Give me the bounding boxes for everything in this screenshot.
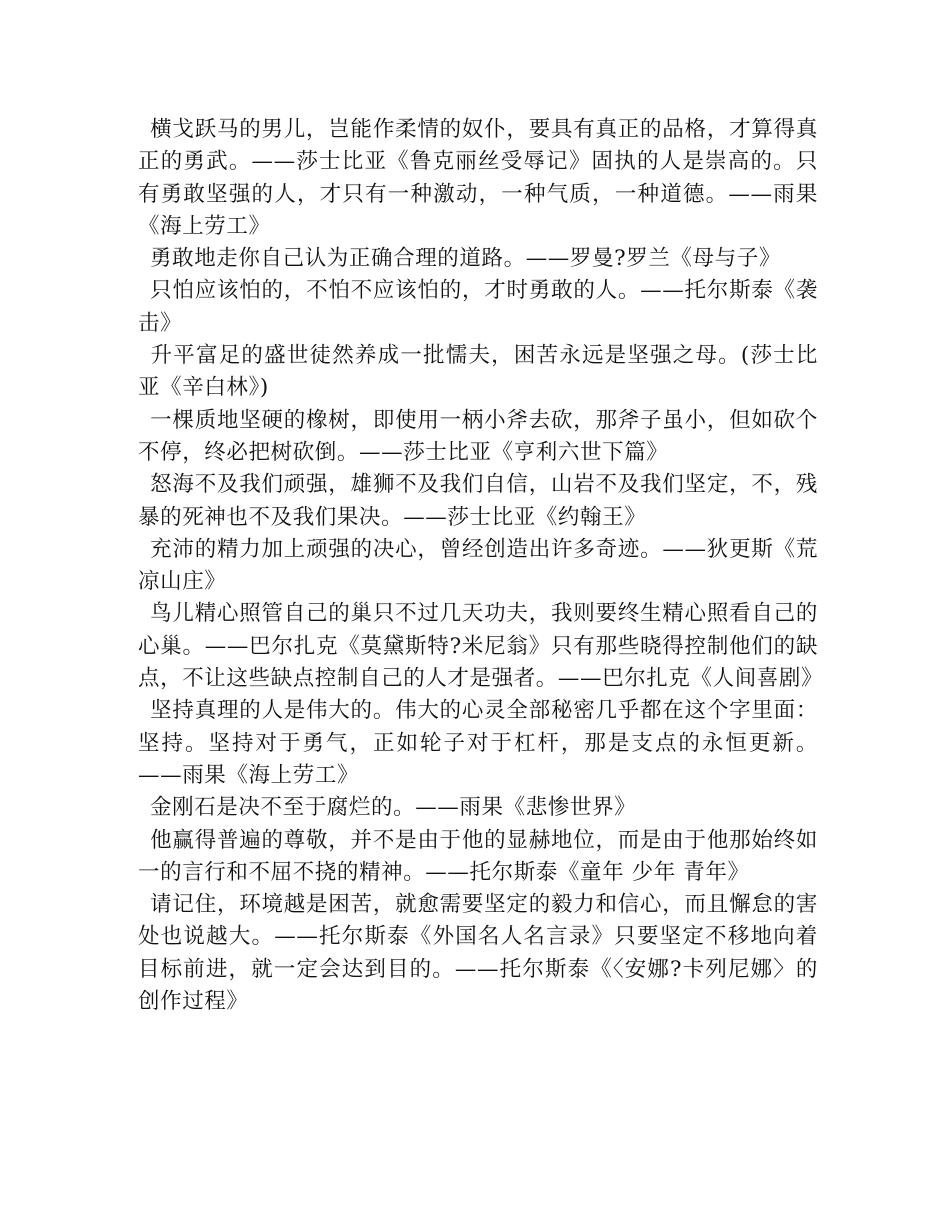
paragraph-5 xyxy=(138,405,818,470)
paragraph-text: 充沛的精力加上顽强的决心，曾经创造出许多奇迹。——狄更斯《荒凉山庄》 xyxy=(138,536,818,595)
paragraph-2 xyxy=(138,243,818,275)
paragraph-12 xyxy=(138,889,818,1018)
paragraph-text: 怒海不及我们顽强，雄狮不及我们自信，山岩不及我们坚定，不，残暴的死神也不及我们果决。——莎士比亚《约翰王》 xyxy=(138,472,818,530)
paragraph-text: 横戈跃马的男儿，岂能作柔情的奴仆，要具有真正的品格，才算得真正的勇武。——莎士比亚《鲁克丽丝受辱记》固执的人是崇高的。只有勇敢坚强的人，才只有一种激动，一种气质，一种道德。——雨果《海上劳工》 xyxy=(138,117,818,239)
paragraph-text: 坚持真理的人是伟大的。伟大的心灵全部秘密几乎都在这个字里面：坚持。坚持对于勇气，正如轮子对于杠杆，那是支点的永恒更新。——雨果《海上劳工》 xyxy=(138,698,818,788)
paragraph-8 xyxy=(138,598,824,695)
paragraph-11 xyxy=(138,825,818,890)
paragraph-10 xyxy=(138,792,818,824)
paragraph-text: 勇敢地走你自己认为正确合理的道路。——罗曼?罗兰《母与子》 xyxy=(150,246,781,272)
paragraph-7 xyxy=(138,534,818,599)
paragraph-text: 请记住，环境越是困苦，就愈需要坚定的毅力和信心，而且懈怠的害处也说越大。——托尔斯泰《外国名人名言录》只要坚定不移地向着目标前进，就一定会达到目的。——托尔斯泰《〈安娜?卡列尼娜〉的创作过程》 xyxy=(138,892,818,1015)
paragraph-text: 鸟儿精心照管自己的巢只不过几天功夫，我则要终生精心照看自己的心巢。——巴尔扎克《莫黛斯特?米尼翁》只有那些晓得控制他们的缺点，不让这些缺点控制自己的人才是强者。——巴尔扎克《人间喜剧》 xyxy=(138,601,824,692)
paragraph-6 xyxy=(138,469,818,534)
document-body xyxy=(138,114,824,1018)
paragraph-text: 只怕应该怕的，不怕不应该怕的，才时勇敢的人。——托尔斯泰《袭击》 xyxy=(138,278,818,336)
paragraph-text: 一棵质地坚硬的橡树，即使用一柄小斧去砍，那斧子虽小，但如砍个不停，终必把树砍倒。——莎士比亚《亨利六世下篇》 xyxy=(138,407,818,465)
paragraph-3 xyxy=(138,275,818,340)
paragraph-text: 他赢得普遍的尊敬，并不是由于他的显赫地位，而是由于他那始终如一的言行和不屈不挠的精神。——托尔斯泰《童年 少年 青年》 xyxy=(138,827,818,885)
paragraph-9 xyxy=(138,695,818,792)
paragraph-1 xyxy=(138,114,818,243)
paragraph-4 xyxy=(138,340,818,405)
paragraph-text: 金刚石是决不至于腐烂的。——雨果《悲惨世界》 xyxy=(150,795,637,821)
paragraph-text: 升平富足的盛世徒然养成一批懦夫，困苦永远是坚强之母。(莎士比亚《辛白林》) xyxy=(138,343,818,401)
